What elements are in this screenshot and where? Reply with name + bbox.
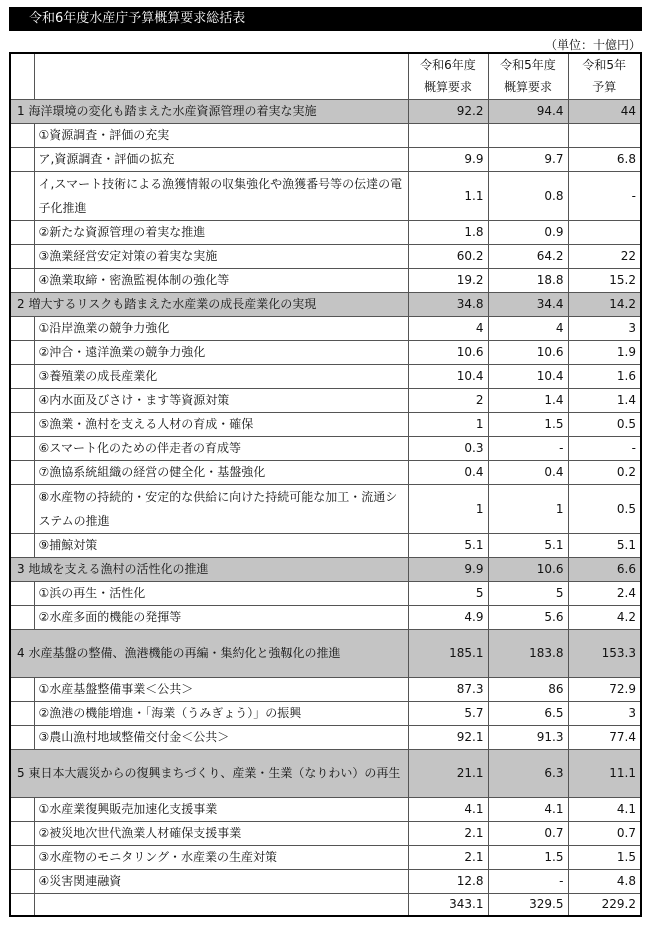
value-fy2023-request: 91.3 xyxy=(488,725,568,749)
value-fy2023-budget: 1.5 xyxy=(568,845,641,869)
budget-table xyxy=(9,52,642,917)
header-col3-line2: 予算 xyxy=(592,80,617,95)
value-fy2023-budget: 44 xyxy=(568,99,641,123)
item-row xyxy=(10,821,641,845)
value-fy2023-request: 4 xyxy=(488,316,568,340)
value-fy2024-request: 21.1 xyxy=(408,749,488,797)
value-fy2023-budget: 1.6 xyxy=(568,364,641,388)
item-label: ②水産多面的機能の発揮等 xyxy=(34,605,408,629)
value-fy2023-request: 0.9 xyxy=(488,220,568,244)
value-fy2023-request: 86 xyxy=(488,677,568,701)
indent-cell xyxy=(10,340,34,364)
indent-cell xyxy=(10,244,34,268)
item-label: ⑦漁協系統組織の経営の健全化・基盤強化 xyxy=(34,460,408,484)
unit-label: （単位：十億円） xyxy=(544,38,641,52)
item-label: ②沖合・遠洋漁業の競争力強化 xyxy=(34,340,408,364)
indent-cell xyxy=(10,268,34,292)
total-fy2024-request: 343.1 xyxy=(408,893,488,916)
item-row xyxy=(10,268,641,292)
category-label: 4 水産基盤の整備、漁港機能の再編・集約化と強靱化の推進 xyxy=(10,629,408,677)
item-label: ④災害関連融資 xyxy=(34,869,408,893)
item-row xyxy=(10,340,641,364)
item-row xyxy=(10,701,641,725)
item-row xyxy=(10,364,641,388)
indent-cell xyxy=(10,725,34,749)
indent-cell xyxy=(10,484,34,533)
value-fy2024-request: 2 xyxy=(408,388,488,412)
value-fy2023-request: 183.8 xyxy=(488,629,568,677)
value-fy2023-request: 0.4 xyxy=(488,460,568,484)
value-fy2023-request: 5 xyxy=(488,581,568,605)
item-row xyxy=(10,220,641,244)
item-row xyxy=(10,316,641,340)
item-row xyxy=(10,123,641,147)
value-fy2024-request: 4 xyxy=(408,316,488,340)
value-fy2023-budget: 0.7 xyxy=(568,821,641,845)
header-col-fy2023-budget xyxy=(568,53,641,99)
header-col2-line1: 令和5年度 xyxy=(500,58,556,73)
indent-cell xyxy=(10,701,34,725)
value-fy2024-request: 10.6 xyxy=(408,340,488,364)
value-fy2023-request xyxy=(488,123,568,147)
value-fy2023-request: 18.8 xyxy=(488,268,568,292)
value-fy2024-request: 34.8 xyxy=(408,292,488,316)
header-row xyxy=(10,53,641,99)
item-row xyxy=(10,677,641,701)
item-row xyxy=(10,460,641,484)
value-fy2023-request: 10.6 xyxy=(488,340,568,364)
value-fy2024-request: 2.1 xyxy=(408,845,488,869)
value-fy2023-budget: 5.1 xyxy=(568,533,641,557)
value-fy2024-request: 5 xyxy=(408,581,488,605)
total-blank-lead xyxy=(10,893,34,916)
indent-cell xyxy=(10,364,34,388)
value-fy2024-request: 2.1 xyxy=(408,821,488,845)
value-fy2023-request: 5.1 xyxy=(488,533,568,557)
value-fy2023-request: 0.8 xyxy=(488,171,568,220)
value-fy2023-request: 9.7 xyxy=(488,147,568,171)
value-fy2023-request: 4.1 xyxy=(488,797,568,821)
value-fy2023-budget: 2.4 xyxy=(568,581,641,605)
header-col2-line2: 概算要求 xyxy=(503,80,552,95)
header-blank-lead xyxy=(10,53,34,99)
header-col3-line1: 令和5年 xyxy=(582,58,627,73)
header-col-fy2024-request xyxy=(408,53,488,99)
item-label: ア,資源調査・評価の拡充 xyxy=(34,147,408,171)
value-fy2023-request: - xyxy=(488,436,568,460)
item-label: ②被災地次世代漁業人材確保支援事業 xyxy=(34,821,408,845)
total-row xyxy=(10,893,641,916)
value-fy2023-request: 34.4 xyxy=(488,292,568,316)
item-row xyxy=(10,436,641,460)
value-fy2023-budget xyxy=(568,220,641,244)
value-fy2023-request: 5.6 xyxy=(488,605,568,629)
item-label: ③漁業経営安定対策の着実な実施 xyxy=(34,244,408,268)
value-fy2024-request: 0.3 xyxy=(408,436,488,460)
value-fy2024-request: 92.2 xyxy=(408,99,488,123)
item-label: ②漁港の機能増進・「海業（うみぎょう）」の振興 xyxy=(34,701,408,725)
value-fy2024-request: 12.8 xyxy=(408,869,488,893)
header-blank-label xyxy=(34,53,408,99)
item-label: ③水産物のモニタリング・水産業の生産対策 xyxy=(34,845,408,869)
value-fy2023-budget: 4.8 xyxy=(568,869,641,893)
item-row xyxy=(10,845,641,869)
item-label: ①水産基盤整備事業＜公共＞ xyxy=(34,677,408,701)
item-label: ②新たな資源管理の着実な推進 xyxy=(34,220,408,244)
item-row xyxy=(10,147,641,171)
value-fy2023-request: 6.5 xyxy=(488,701,568,725)
value-fy2024-request: 1.8 xyxy=(408,220,488,244)
value-fy2023-budget: 3 xyxy=(568,316,641,340)
value-fy2023-request: 0.7 xyxy=(488,821,568,845)
category-label: 2 増大するリスクも踏まえた水産業の成長産業化の実現 xyxy=(10,292,408,316)
item-label: ①資源調査・評価の充実 xyxy=(34,123,408,147)
item-label: ③養殖業の成長産業化 xyxy=(34,364,408,388)
value-fy2024-request: 10.4 xyxy=(408,364,488,388)
value-fy2024-request: 4.1 xyxy=(408,797,488,821)
total-fy2023-request: 329.5 xyxy=(488,893,568,916)
value-fy2024-request: 1 xyxy=(408,484,488,533)
value-fy2023-budget: 6.8 xyxy=(568,147,641,171)
value-fy2023-budget: 0.5 xyxy=(568,412,641,436)
header-col1-line2: 概算要求 xyxy=(423,80,472,95)
value-fy2023-budget: 72.9 xyxy=(568,677,641,701)
value-fy2024-request: 19.2 xyxy=(408,268,488,292)
value-fy2023-request: 1 xyxy=(488,484,568,533)
item-label: ④内水面及びさけ・ます等資源対策 xyxy=(34,388,408,412)
item-row xyxy=(10,171,641,220)
indent-cell xyxy=(10,412,34,436)
value-fy2024-request: 60.2 xyxy=(408,244,488,268)
value-fy2024-request: 5.7 xyxy=(408,701,488,725)
value-fy2023-budget: 4.2 xyxy=(568,605,641,629)
value-fy2023-budget: 0.2 xyxy=(568,460,641,484)
value-fy2023-request: 1.4 xyxy=(488,388,568,412)
category-row xyxy=(10,749,641,797)
value-fy2024-request: 9.9 xyxy=(408,557,488,581)
total-blank-label xyxy=(34,893,408,916)
indent-cell xyxy=(10,436,34,460)
value-fy2023-request: 10.6 xyxy=(488,557,568,581)
value-fy2024-request: 0.4 xyxy=(408,460,488,484)
indent-cell xyxy=(10,533,34,557)
table-title: 令和6年度水産庁予算概算要求総括表 xyxy=(9,7,642,31)
value-fy2023-budget: 1.4 xyxy=(568,388,641,412)
item-row xyxy=(10,581,641,605)
category-row xyxy=(10,629,641,677)
indent-cell xyxy=(10,147,34,171)
value-fy2023-budget: 6.6 xyxy=(568,557,641,581)
value-fy2023-request: 94.4 xyxy=(488,99,568,123)
category-label: 3 地域を支える漁村の活性化の推進 xyxy=(10,557,408,581)
indent-cell xyxy=(10,388,34,412)
value-fy2024-request: 5.1 xyxy=(408,533,488,557)
header-col1-line1: 令和6年度 xyxy=(420,58,476,73)
item-row xyxy=(10,412,641,436)
value-fy2023-budget: 0.5 xyxy=(568,484,641,533)
value-fy2023-budget: 11.1 xyxy=(568,749,641,797)
item-label: ④漁業取締・密漁監視体制の強化等 xyxy=(34,268,408,292)
item-row xyxy=(10,244,641,268)
value-fy2023-request: 1.5 xyxy=(488,412,568,436)
indent-cell xyxy=(10,460,34,484)
category-label: 5 東日本大震災からの復興まちづくり、産業・生業（なりわい）の再生 xyxy=(10,749,408,797)
value-fy2023-budget: 77.4 xyxy=(568,725,641,749)
value-fy2023-budget: 153.3 xyxy=(568,629,641,677)
budget-table-body xyxy=(10,53,641,916)
value-fy2023-budget: 3 xyxy=(568,701,641,725)
indent-cell xyxy=(10,171,34,220)
value-fy2024-request: 4.9 xyxy=(408,605,488,629)
indent-cell xyxy=(10,123,34,147)
item-label: ①沿岸漁業の競争力強化 xyxy=(34,316,408,340)
item-label: ①水産業復興販売加速化支援事業 xyxy=(34,797,408,821)
item-label: ①浜の再生・活性化 xyxy=(34,581,408,605)
value-fy2023-request: 64.2 xyxy=(488,244,568,268)
item-row xyxy=(10,605,641,629)
item-row xyxy=(10,533,641,557)
value-fy2024-request: 92.1 xyxy=(408,725,488,749)
value-fy2023-budget: 22 xyxy=(568,244,641,268)
indent-cell xyxy=(10,220,34,244)
value-fy2023-budget: - xyxy=(568,436,641,460)
category-row xyxy=(10,99,641,123)
value-fy2024-request: 185.1 xyxy=(408,629,488,677)
value-fy2024-request xyxy=(408,123,488,147)
value-fy2023-request: 10.4 xyxy=(488,364,568,388)
value-fy2024-request: 87.3 xyxy=(408,677,488,701)
item-label: ⑨捕鯨対策 xyxy=(34,533,408,557)
item-label: ⑥スマート化のための伴走者の育成等 xyxy=(34,436,408,460)
indent-cell xyxy=(10,797,34,821)
item-row xyxy=(10,725,641,749)
value-fy2024-request: 1 xyxy=(408,412,488,436)
item-label: ③農山漁村地域整備交付金＜公共＞ xyxy=(34,725,408,749)
value-fy2023-budget: - xyxy=(568,171,641,220)
value-fy2023-budget: 14.2 xyxy=(568,292,641,316)
value-fy2023-request: 6.3 xyxy=(488,749,568,797)
indent-cell xyxy=(10,869,34,893)
item-label: イ,スマート技術による漁獲情報の収集強化や漁獲番号等の伝達の電子化推進 xyxy=(34,171,408,220)
indent-cell xyxy=(10,581,34,605)
item-label: ⑤漁業・漁村を支える人材の育成・確保 xyxy=(34,412,408,436)
value-fy2023-request: - xyxy=(488,869,568,893)
total-fy2023-budget: 229.2 xyxy=(568,893,641,916)
item-row xyxy=(10,484,641,533)
item-row xyxy=(10,869,641,893)
value-fy2023-request: 1.5 xyxy=(488,845,568,869)
value-fy2024-request: 9.9 xyxy=(408,147,488,171)
item-row xyxy=(10,388,641,412)
indent-cell xyxy=(10,605,34,629)
header-col-fy2023-request xyxy=(488,53,568,99)
value-fy2023-budget: 1.9 xyxy=(568,340,641,364)
indent-cell xyxy=(10,821,34,845)
indent-cell xyxy=(10,677,34,701)
indent-cell xyxy=(10,845,34,869)
value-fy2023-budget: 4.1 xyxy=(568,797,641,821)
category-row xyxy=(10,292,641,316)
value-fy2023-budget xyxy=(568,123,641,147)
category-row xyxy=(10,557,641,581)
item-label: ⑧水産物の持続的・安定的な供給に向けた持続可能な加工・流通システムの推進 xyxy=(34,484,408,533)
value-fy2023-budget: 15.2 xyxy=(568,268,641,292)
indent-cell xyxy=(10,316,34,340)
item-row xyxy=(10,797,641,821)
value-fy2024-request: 1.1 xyxy=(408,171,488,220)
category-label: 1 海洋環境の変化も踏まえた水産資源管理の着実な実施 xyxy=(10,99,408,123)
